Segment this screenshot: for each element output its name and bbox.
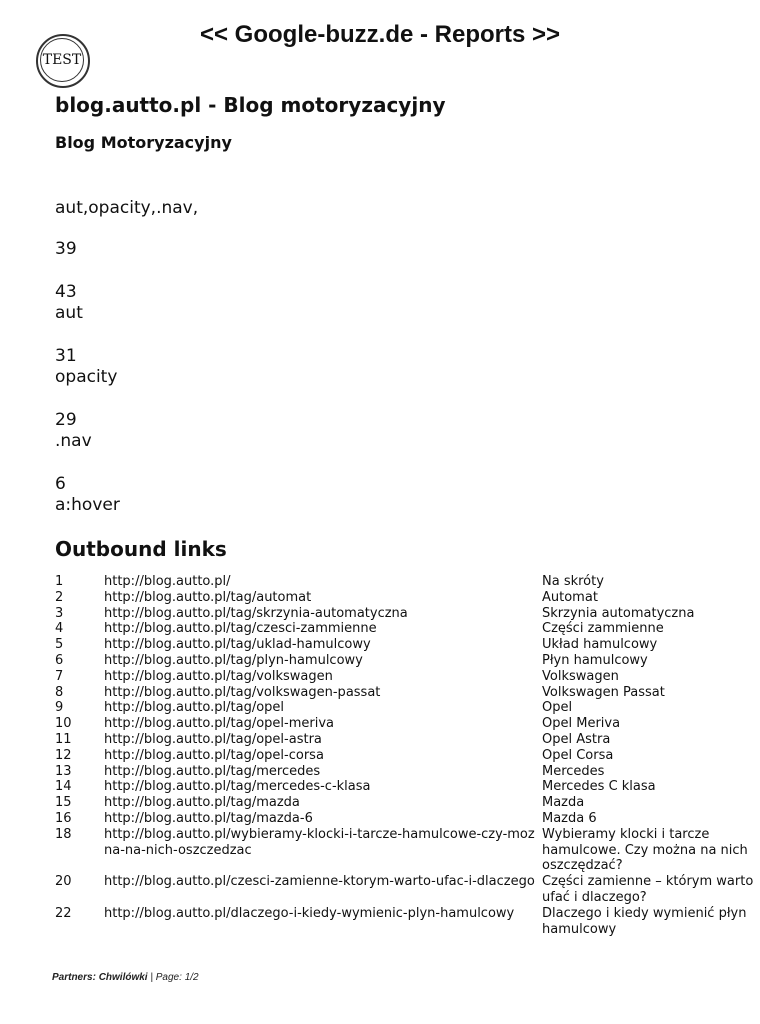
link-anchor-text: Opel Astra bbox=[542, 731, 611, 747]
link-number: 13 bbox=[55, 763, 72, 779]
link-number: 11 bbox=[55, 731, 72, 747]
link-url[interactable]: http://blog.autto.pl/tag/opel bbox=[104, 700, 285, 716]
link-anchor-text: Dlaczego i kiedy wymienić płyn hamulcowy bbox=[542, 905, 747, 937]
outbound-link-row bbox=[55, 732, 755, 748]
link-anchor-text: Opel Corsa bbox=[542, 747, 614, 763]
link-number: 5 bbox=[55, 637, 64, 653]
link-number: 18 bbox=[55, 826, 72, 842]
link-url[interactable]: http://blog.autto.pl/tag/mercedes-c-klasa bbox=[104, 779, 371, 795]
outbound-link-row bbox=[55, 764, 755, 780]
link-anchor-text: Mercedes bbox=[542, 763, 605, 779]
outbound-link-row bbox=[55, 653, 755, 669]
outbound-link-row bbox=[55, 906, 755, 938]
link-anchor-text: Części zamienne – którym warto ufać i dlaczego? bbox=[542, 874, 754, 905]
link-url[interactable]: http://blog.autto.pl/tag/czesci-zammienne bbox=[104, 621, 377, 637]
link-url[interactable]: http://blog.autto.pl/tag/volkswagen bbox=[104, 668, 333, 684]
outbound-link-row bbox=[55, 779, 755, 795]
link-anchor-text: Na skróty bbox=[542, 574, 604, 589]
keyword-count: 29 bbox=[55, 410, 77, 430]
link-number: 8 bbox=[55, 684, 64, 700]
keyword-count: 6 bbox=[55, 474, 66, 494]
link-url[interactable]: http://blog.autto.pl/tag/mazda bbox=[104, 795, 300, 811]
link-anchor-text: Volkswagen Passat bbox=[542, 684, 665, 700]
link-url[interactable]: http://blog.autto.pl/tag/opel-corsa bbox=[104, 747, 324, 763]
outbound-link-row bbox=[55, 811, 755, 827]
link-number: 4 bbox=[55, 621, 64, 637]
link-url[interactable]: http://blog.autto.pl/ bbox=[104, 574, 231, 589]
link-url[interactable]: http://blog.autto.pl/czesci-zamienne-ktorym-warto-ufac-i-dlaczego bbox=[104, 874, 535, 890]
outbound-link-row bbox=[55, 574, 755, 590]
outbound-link-row bbox=[55, 827, 755, 874]
footer-separator: | bbox=[150, 972, 153, 983]
outbound-link-row bbox=[55, 700, 755, 716]
link-number: 12 bbox=[55, 747, 72, 763]
outbound-link-row bbox=[55, 874, 755, 906]
link-anchor-text: Wybieramy klocki i tarcze hamulcowe. Czy można na nich oszczędzać? bbox=[542, 826, 748, 874]
link-url[interactable]: http://blog.autto.pl/tag/skrzynia-automatyczna bbox=[104, 605, 408, 621]
keyword-word: opacity bbox=[55, 367, 118, 387]
outbound-link-row bbox=[55, 716, 755, 732]
keyword-word: aut bbox=[55, 303, 83, 323]
blog-title: blog.autto.pl - Blog motoryzacyjny bbox=[55, 93, 446, 117]
link-url[interactable]: http://blog.autto.pl/tag/plyn-hamulcowy bbox=[104, 652, 363, 668]
page-label: Page: bbox=[155, 972, 182, 983]
outbound-link-row bbox=[55, 669, 755, 685]
outbound-links-title: Outbound links bbox=[55, 537, 227, 561]
link-url[interactable]: http://blog.autto.pl/tag/automat bbox=[104, 589, 312, 605]
link-number: 16 bbox=[55, 810, 72, 826]
link-number: 6 bbox=[55, 652, 64, 668]
link-number: 22 bbox=[55, 905, 72, 921]
keyword-word: a:hover bbox=[55, 495, 120, 515]
link-anchor-text: Układ hamulcowy bbox=[542, 637, 658, 653]
outbound-links-table bbox=[55, 574, 755, 937]
link-url[interactable]: http://blog.autto.pl/tag/opel-meriva bbox=[104, 716, 335, 732]
outbound-link-row bbox=[55, 685, 755, 701]
report-header-title: << Google-buzz.de - Reports >> bbox=[199, 21, 561, 48]
outbound-link-row bbox=[55, 795, 755, 811]
link-number: 15 bbox=[55, 795, 72, 811]
keyword-summary: aut,opacity,.nav, bbox=[55, 198, 199, 218]
link-anchor-text: Mazda bbox=[542, 795, 585, 811]
outbound-link-row bbox=[55, 590, 755, 606]
outbound-link-row bbox=[55, 748, 755, 764]
link-number: 1 bbox=[55, 574, 64, 589]
link-number: 14 bbox=[55, 779, 72, 795]
link-anchor-text: Opel bbox=[542, 700, 573, 716]
link-url[interactable]: http://blog.autto.pl/tag/opel-astra bbox=[104, 731, 322, 747]
test-stamp-text: TEST bbox=[40, 38, 84, 82]
link-anchor-text: Mercedes C klasa bbox=[542, 779, 656, 795]
link-anchor-text: Opel Meriva bbox=[542, 716, 621, 732]
keyword-total: 39 bbox=[55, 239, 77, 259]
blog-subtitle: Blog Motoryzacyjny bbox=[55, 133, 232, 152]
link-url[interactable]: http://blog.autto.pl/tag/volkswagen-passat bbox=[104, 684, 381, 700]
link-url[interactable]: http://blog.autto.pl/dlaczego-i-kiedy-wymienic-plyn-hamulcowy bbox=[104, 905, 515, 921]
link-url[interactable]: http://blog.autto.pl/wybieramy-klocki-i-tarcze-hamulcowe-czy-mozna-na-nich-oszczedzac bbox=[104, 826, 535, 858]
link-url[interactable]: http://blog.autto.pl/tag/uklad-hamulcowy bbox=[104, 637, 371, 653]
outbound-link-row bbox=[55, 621, 755, 637]
link-anchor-text: Części zammienne bbox=[542, 621, 664, 637]
link-url[interactable]: http://blog.autto.pl/tag/mercedes bbox=[104, 763, 321, 779]
link-number: 20 bbox=[55, 874, 72, 890]
link-anchor-text: Płyn hamulcowy bbox=[542, 652, 648, 668]
outbound-link-row bbox=[55, 606, 755, 622]
link-anchor-text: Mazda 6 bbox=[542, 810, 597, 826]
partner-link[interactable]: Chwilówki bbox=[98, 972, 148, 983]
keyword-count: 31 bbox=[55, 346, 77, 366]
outbound-link-row bbox=[55, 637, 755, 653]
link-number: 2 bbox=[55, 589, 64, 605]
link-anchor-text: Volkswagen bbox=[542, 668, 619, 684]
link-number: 3 bbox=[55, 605, 64, 621]
link-number: 7 bbox=[55, 668, 64, 684]
link-anchor-text: Automat bbox=[542, 589, 598, 605]
keyword-count: 43 bbox=[55, 282, 77, 302]
link-anchor-text: Skrzynia automatyczna bbox=[542, 605, 695, 621]
link-number: 10 bbox=[55, 716, 72, 732]
link-url[interactable]: http://blog.autto.pl/tag/mazda-6 bbox=[104, 810, 313, 826]
link-number: 9 bbox=[55, 700, 64, 716]
partners-label: Partners: bbox=[52, 972, 96, 983]
page-footer bbox=[52, 972, 199, 983]
keyword-word: .nav bbox=[55, 431, 92, 451]
page-number: 1/2 bbox=[184, 972, 199, 983]
